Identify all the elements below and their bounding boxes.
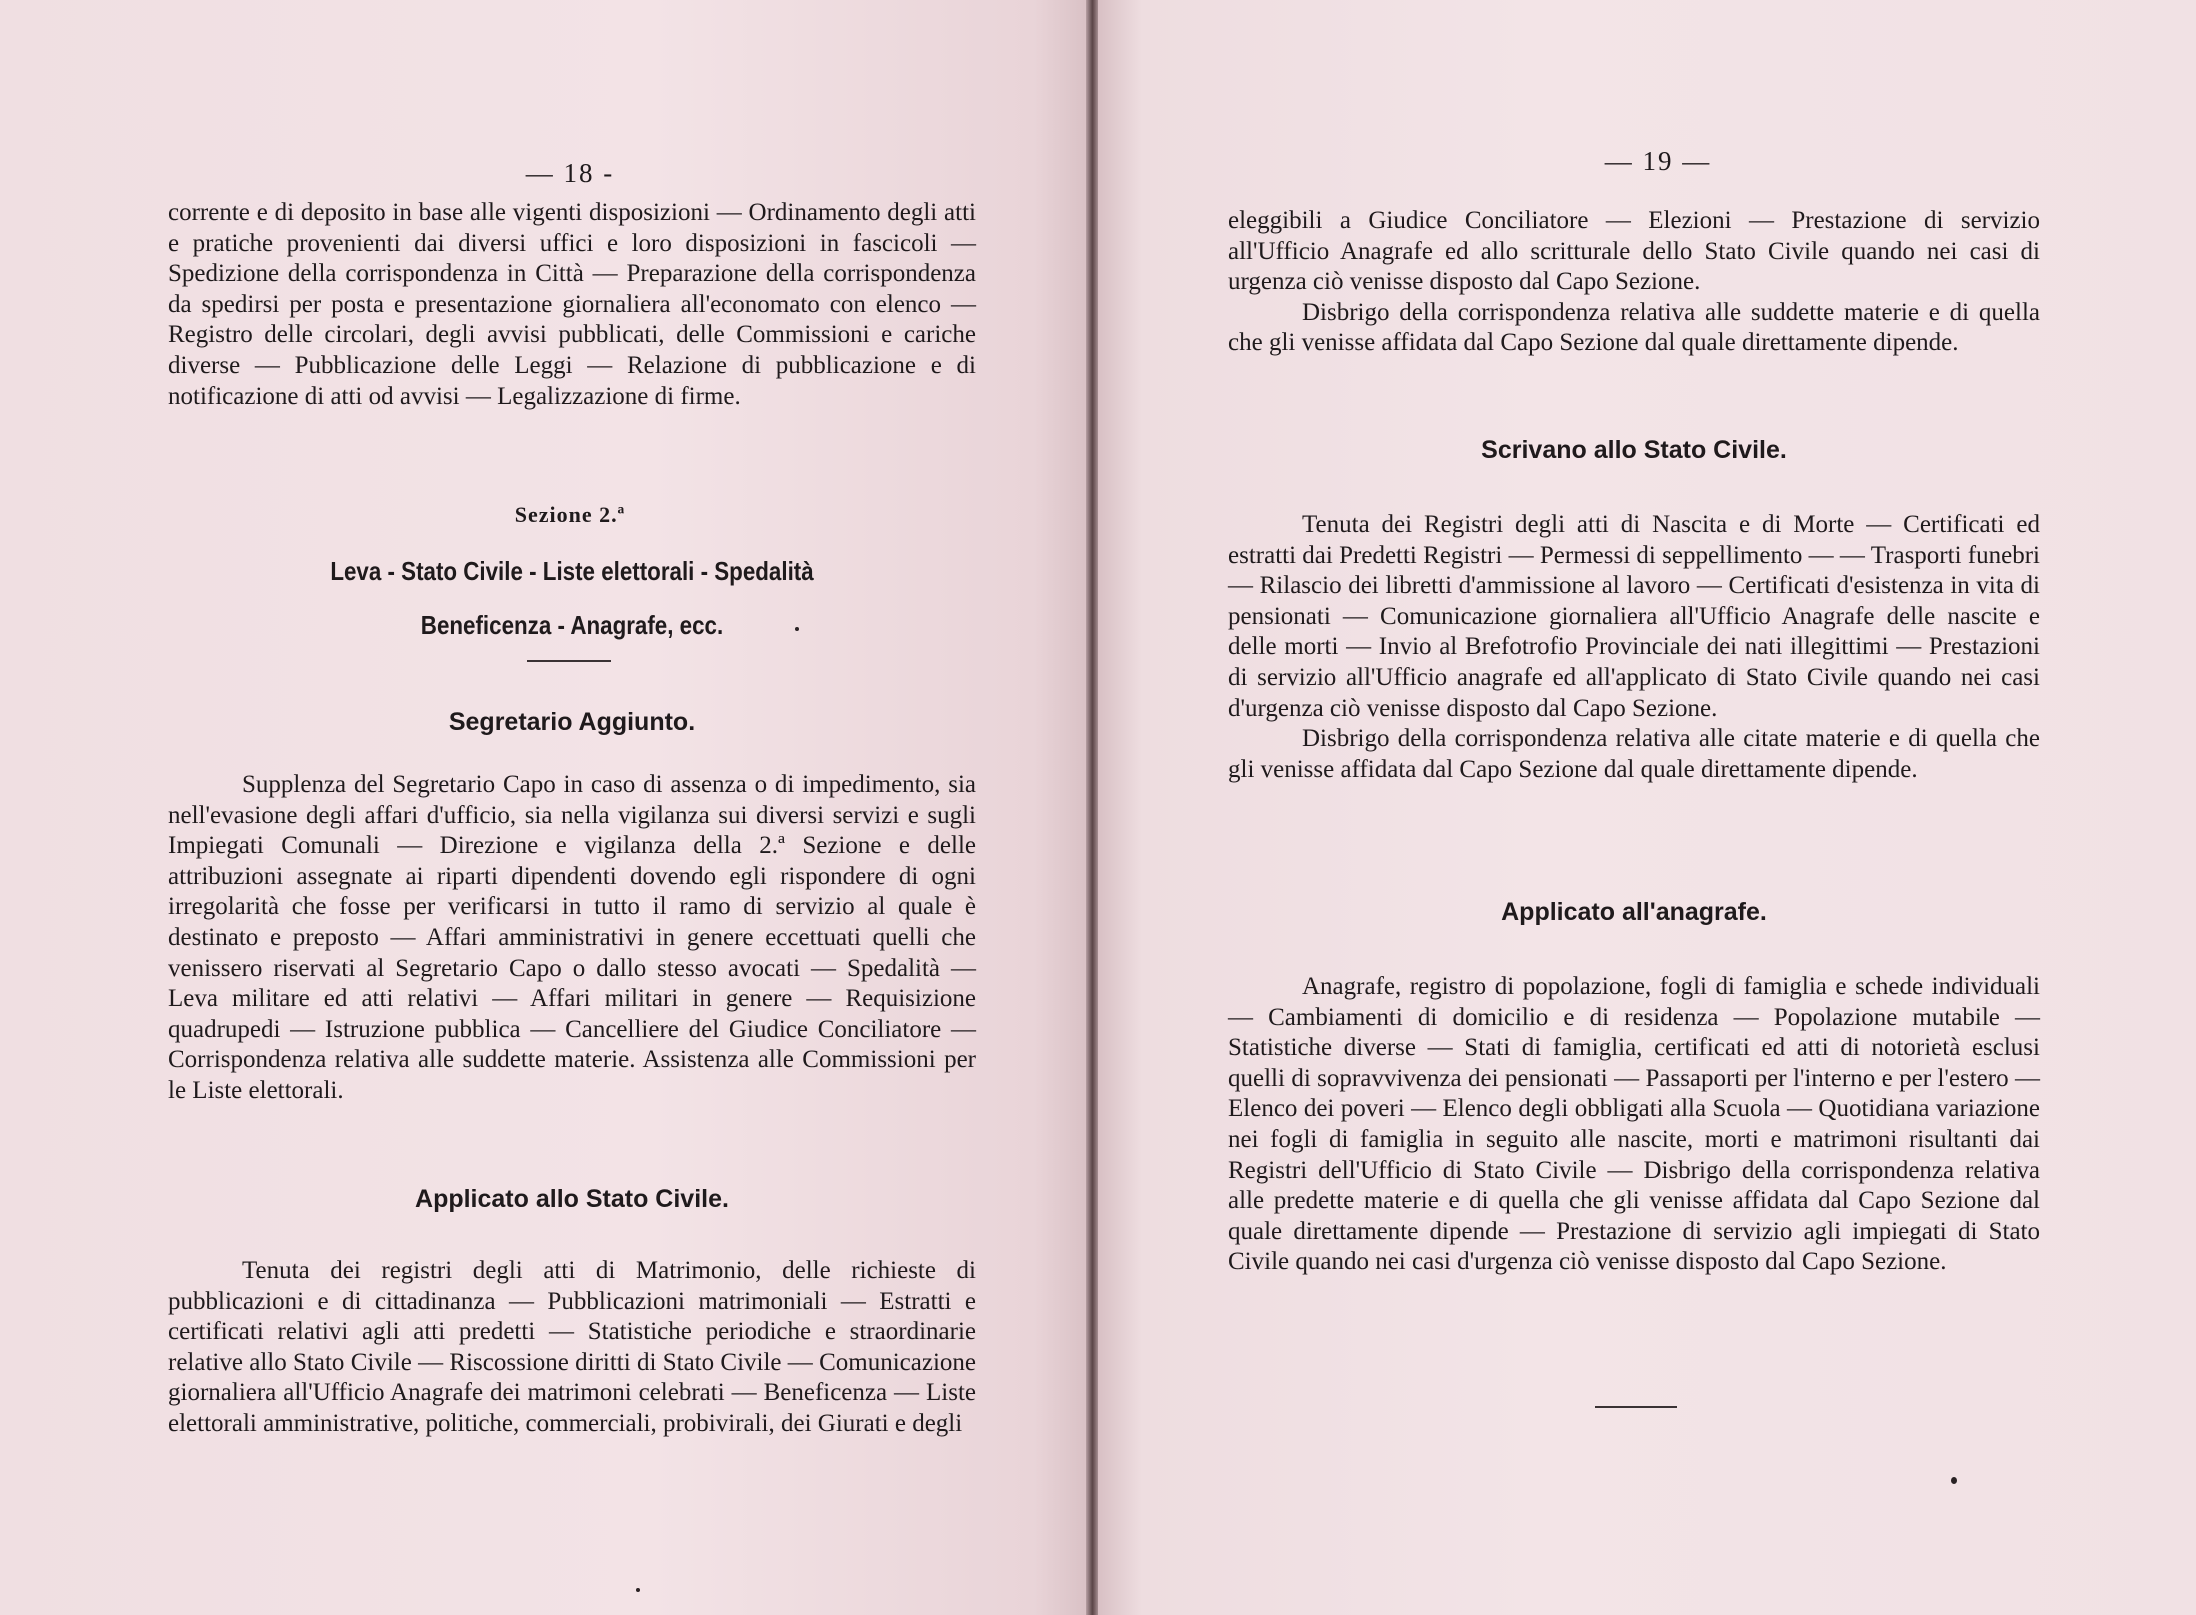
applicato-anagrafe-text	[1228, 972, 2040, 1278]
closing-divider	[1595, 1406, 1677, 1408]
applicato-anagrafe-paragraph: Anagrafe, registro di popolazione, fogli di famiglia e schede individuali — Cambiamenti di domicilio e di residenza — Popolazione mutabile — Statistiche diverse — Stati di famiglia, certificati ed atti di notorietà esclusi quelli di sopravvivenza dei pensionati — Passaporti per l'interno e per l'estero — Elenco dei poveri — Elenco degli obbligati alla Scuola — Quotidiana variazione nei fogli di famiglia in seguito alle nascite, morti e matrimoni risultanti dai Registri dell'Ufficio di Stato Civile — Disbrigo della corrispondenza relativa alle predette materie e di quella che gli venisse affidata dal Capo Sezione dal quale direttamente dipende — Prestazione di servizio agli impiegati di Stato Civile quando nei casi d'urgenza ciò venisse disposto dal Capo Sezione.	[1228, 973, 2040, 1276]
heading-segretario-aggiunto: Segretario Aggiunto.	[448, 708, 696, 736]
right-intro-paragraph-1: eleggibili a Giudice Conciliatore — Elezioni — Prestazione di servizio all'Ufficio Anagrafe ed allo scritturale dello Stato Civile quando nei casi di urgenza ciò venisse disposto dal Capo Sezione.	[1228, 207, 2040, 296]
segretario-aggiunto-paragraph: Supplenza del Segretario Capo in caso di assenza o di impedimento, sia nell'evasione degli affari d'ufficio, sia nella vigilanza sui diversi servizi e sugli Impiegati Comunali — Direzione e vigilanza della 2.ª Sezione e delle attribuzioni assegnate ai riparti dipendenti dovendo egli rispondere di ogni irregolarità che fosse per verificarsi in tutto il ramo di servizio al quale è destinato e preposto — Affari amministrativi in genere eccettuati quelli che venissero riservati al Segretario Capo o dallo stesso avocati — Spedalità — Leva militare ed atti relativi — Affari militari in genere — Requisizione quadrupedi — Istruzione pubblica — Cancelliere del Giudice Conciliatore — Corrispondenza relativa alle suddette materie. Assistenza alle Commissioni per le Liste elettorali.	[168, 771, 976, 1104]
left-intro-paragraph: corrente e di deposito in base alle vigenti disposizioni — Ordinamento degli atti e pratiche provenienti dai diversi uffici e loro disposizioni in fascicoli — Spedizione della corrispondenza in Città — Preparazione della corrispondenza da spedirsi per posta e presentazione giornaliera all'economato con elenco — Registro delle circolari, degli avvisi pubblicati, delle Commissioni e cariche diverse — Pubblicazione delle Leggi — Relazione di pubblicazione e di notificazione di atti od avvisi — Legalizzazione di firme.	[168, 199, 976, 410]
left-page	[0, 0, 1088, 1615]
scrivano-paragraph-1: Tenuta dei Registri degli atti di Nascita e di Morte — Certificati ed estratti dai Predetti Registri — Permessi di seppellimento — — Trasporti funebri — Rilascio dei libretti d'ammissione al lavoro — Certificati d'esistenza in vita di pensionati — Comunicazione giornaliera all'Ufficio Anagrafe delle nascite e delle morti — Invio al Brefotrofio Provinciale dei nati illegittimi — Prestazioni di servizio all'Ufficio anagrafe ed all'applicato di Stato Civile quando nei casi d'urgenza ciò venisse disposto dal Capo Sezione.	[1228, 511, 2040, 722]
left-intro-text	[168, 198, 976, 412]
right-page	[1098, 0, 2196, 1615]
right-intro-paragraph-2: Disbrigo della corrispondenza relativa alle suddette materie e di quella che gli venisse affidata dal Capo Sezione dal quale direttamente dipende.	[1228, 298, 2040, 357]
left-page-number: — 18 -	[525, 158, 615, 188]
heading-scrivano-stato-civile: Scrivano allo Stato Civile.	[1481, 436, 1787, 464]
paper-speck	[795, 627, 799, 631]
applicato-stato-civile-paragraph: Tenuta dei registri degli atti di Matrimonio, delle richieste di pubblicazioni e di cittadinanza — Pubblicazioni matrimoniali — Estratti e certificati relativi agli atti predetti — Statistiche periodiche e straordinarie relative allo Stato Civile — Riscossione diritti di Stato Civile — Comunicazione giornaliera all'Ufficio Anagrafe dei matrimoni celebrati — Beneficenza — Liste elettorali amministrative, politiche, commerciali, probivirali, dei Giurati e degli	[168, 1257, 976, 1437]
heading-applicato-stato-civile: Applicato allo Stato Civile.	[415, 1185, 729, 1213]
scrivano-paragraph-2: Disbrigo della corrispondenza relativa alle citate materie e di quella che gli venisse affidata dal Capo Sezione dal quale direttamente dipende.	[1228, 725, 2040, 783]
segretario-aggiunto-text	[168, 770, 976, 1107]
paper-speck	[636, 1588, 640, 1592]
right-intro-text	[1228, 206, 2040, 359]
heading-applicato-anagrafe: Applicato all'anagrafe.	[1501, 898, 1767, 926]
section-title-line-1: Leva - Stato Civile - Liste elettorali - Spedalità	[330, 556, 814, 586]
applicato-stato-civile-text	[168, 1256, 976, 1440]
right-page-number: — 19 —	[1604, 146, 1712, 176]
section-title-line-2: Beneficenza - Anagrafe, ecc.	[420, 610, 724, 640]
section-divider	[527, 660, 611, 662]
scrivano-stato-civile-text	[1228, 510, 2040, 785]
paper-speck	[1951, 1477, 1957, 1484]
section-label: Sezione 2.ª	[514, 502, 626, 527]
